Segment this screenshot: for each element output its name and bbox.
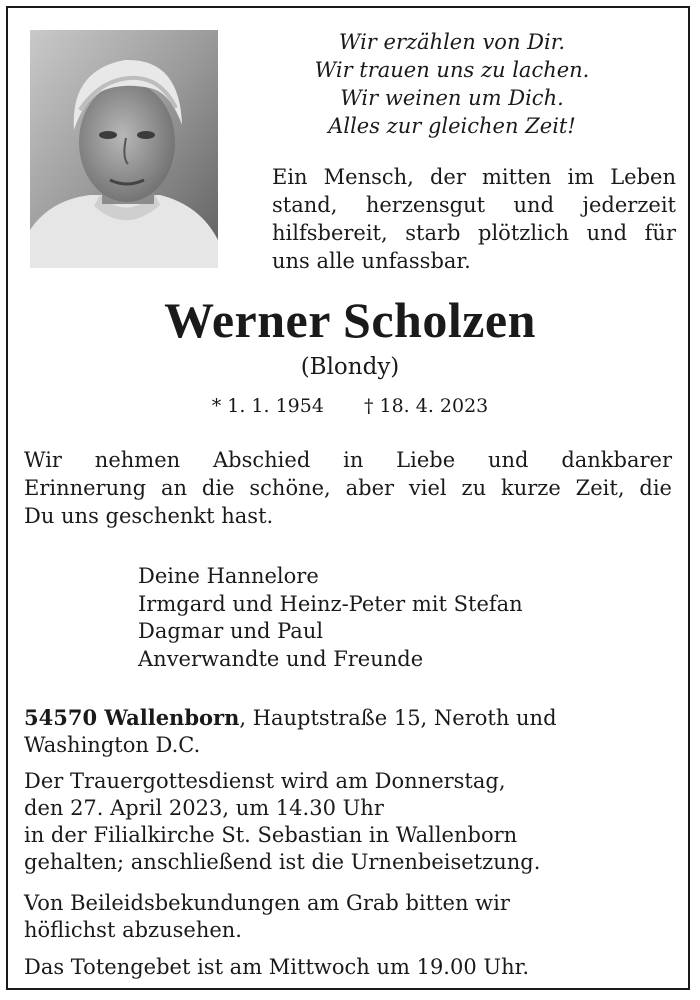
condolence-line: Von Beileidsbekundungen am Grab bitten wir (24, 891, 510, 915)
farewell-line: Wir nehmen Abschied in Liebe und dankbarer (24, 448, 672, 472)
service-line: in der Filialkirche St. Sebastian in Wallenborn (24, 823, 518, 847)
farewell-text (24, 446, 672, 530)
mourner-line: Dagmar und Paul (138, 619, 324, 643)
address-line-2: Washington D.C. (24, 733, 201, 757)
intro-line: stand, herzensgut und jederzeit (272, 193, 676, 217)
intro-text (272, 163, 676, 275)
deceased-nickname: (Blondy) (300, 354, 400, 380)
mourner-line: Deine Hannelore (138, 564, 319, 588)
address-street: , Hauptstraße 15, Neroth und (239, 706, 557, 730)
portrait-photo (30, 30, 218, 268)
mourners-list (138, 563, 658, 673)
service-line: den 27. April 2023, um 14.30 Uhr (24, 796, 384, 820)
memorial-poem (232, 28, 672, 140)
intro-line: uns alle unfassbar. (272, 249, 471, 273)
farewell-line: Erinnerung an die schöne, aber viel zu kurze Zeit, die (24, 476, 672, 500)
service-line: gehalten; anschließend ist die Urnenbeisetzung. (24, 850, 541, 874)
funeral-service-info (24, 768, 672, 876)
condolence-line: höflichst abzusehen. (24, 918, 242, 942)
poem-line: Alles zur gleichen Zeit! (328, 114, 576, 138)
address-place: 54570 Wallenborn (24, 705, 240, 730)
deceased-name: Werner Scholzen (164, 292, 536, 348)
intro-line: hilfsbereit, starb plötzlich und für (272, 221, 676, 245)
farewell-line: Du uns geschenkt hast. (24, 504, 274, 528)
birth-date: * 1. 1. 1954 (211, 395, 324, 417)
poem-line: Wir erzählen von Dir. (338, 30, 566, 54)
mourner-line: Anverwandte und Freunde (138, 646, 424, 671)
life-dates (0, 393, 700, 419)
mourner-line: Irmgard und Heinz-Peter mit Stefan (138, 591, 523, 616)
death-date: † 18. 4. 2023 (363, 395, 489, 417)
intro-line: Ein Mensch, der mitten im Leben (272, 165, 676, 189)
poem-line: Wir weinen um Dich. (340, 86, 564, 110)
service-line: Der Trauergottesdienst wird am Donnerstag, (24, 769, 506, 793)
condolence-note (24, 890, 672, 944)
family-address (24, 704, 672, 759)
poem-line: Wir trauen uns zu lachen. (314, 58, 590, 82)
prayer-note: Das Totengebet ist am Mittwoch um 19.00 Uhr. (24, 955, 530, 979)
